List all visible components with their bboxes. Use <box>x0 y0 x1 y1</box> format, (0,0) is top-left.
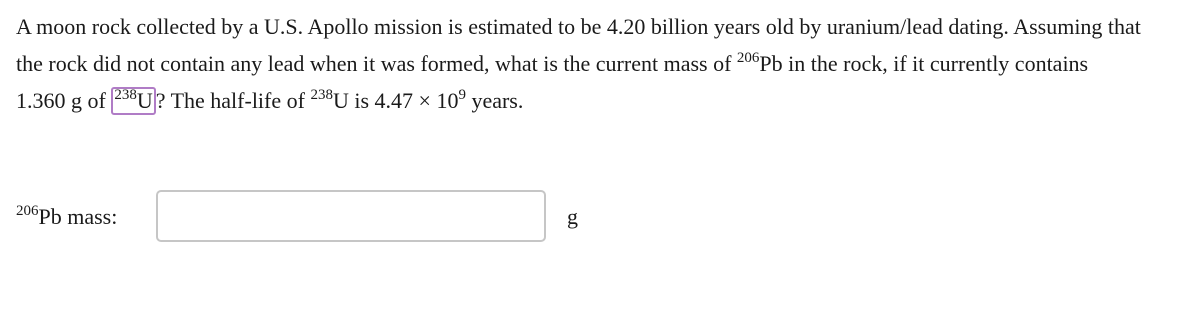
question-line-1-text: A moon rock collected by a U.S. Apollo mission is estimated to be 4.20 billion years old by uranium/lead dating. Assuming that <box>16 14 1141 39</box>
question-line-3 <box>16 82 1188 119</box>
u-mass-number: 238 <box>310 86 333 103</box>
answer-unit: g <box>567 204 578 229</box>
question-line-2 <box>16 45 1188 82</box>
question-text <box>16 8 1188 119</box>
highlighted-isotope[interactable] <box>111 87 155 115</box>
answer-label-mass-number: 206 <box>16 202 39 219</box>
pb-mass-input[interactable] <box>156 190 546 242</box>
u-symbol-highlighted: U <box>136 88 153 113</box>
question-line-3-end: years. <box>465 88 524 113</box>
half-life-value: U is 4.47 × 10 <box>332 88 459 113</box>
answer-label <box>16 204 117 230</box>
answer-label-text: Pb mass: <box>38 204 118 229</box>
pb-mass-number: 206 <box>736 49 760 66</box>
half-life-exponent: 9 <box>458 86 466 103</box>
question-line-2-end: Pb in the rock, if it currently contains <box>759 51 1089 76</box>
question-line-2-start: the rock did not contain any lead when it was formed, what is the current mass of <box>16 51 737 76</box>
question-line-3-start: 1.360 g of <box>16 88 112 113</box>
question-line-1 <box>16 8 1188 45</box>
u-mass-number-highlighted: 238 <box>114 86 137 103</box>
question-line-3-mid: ? The half-life of <box>155 88 311 113</box>
